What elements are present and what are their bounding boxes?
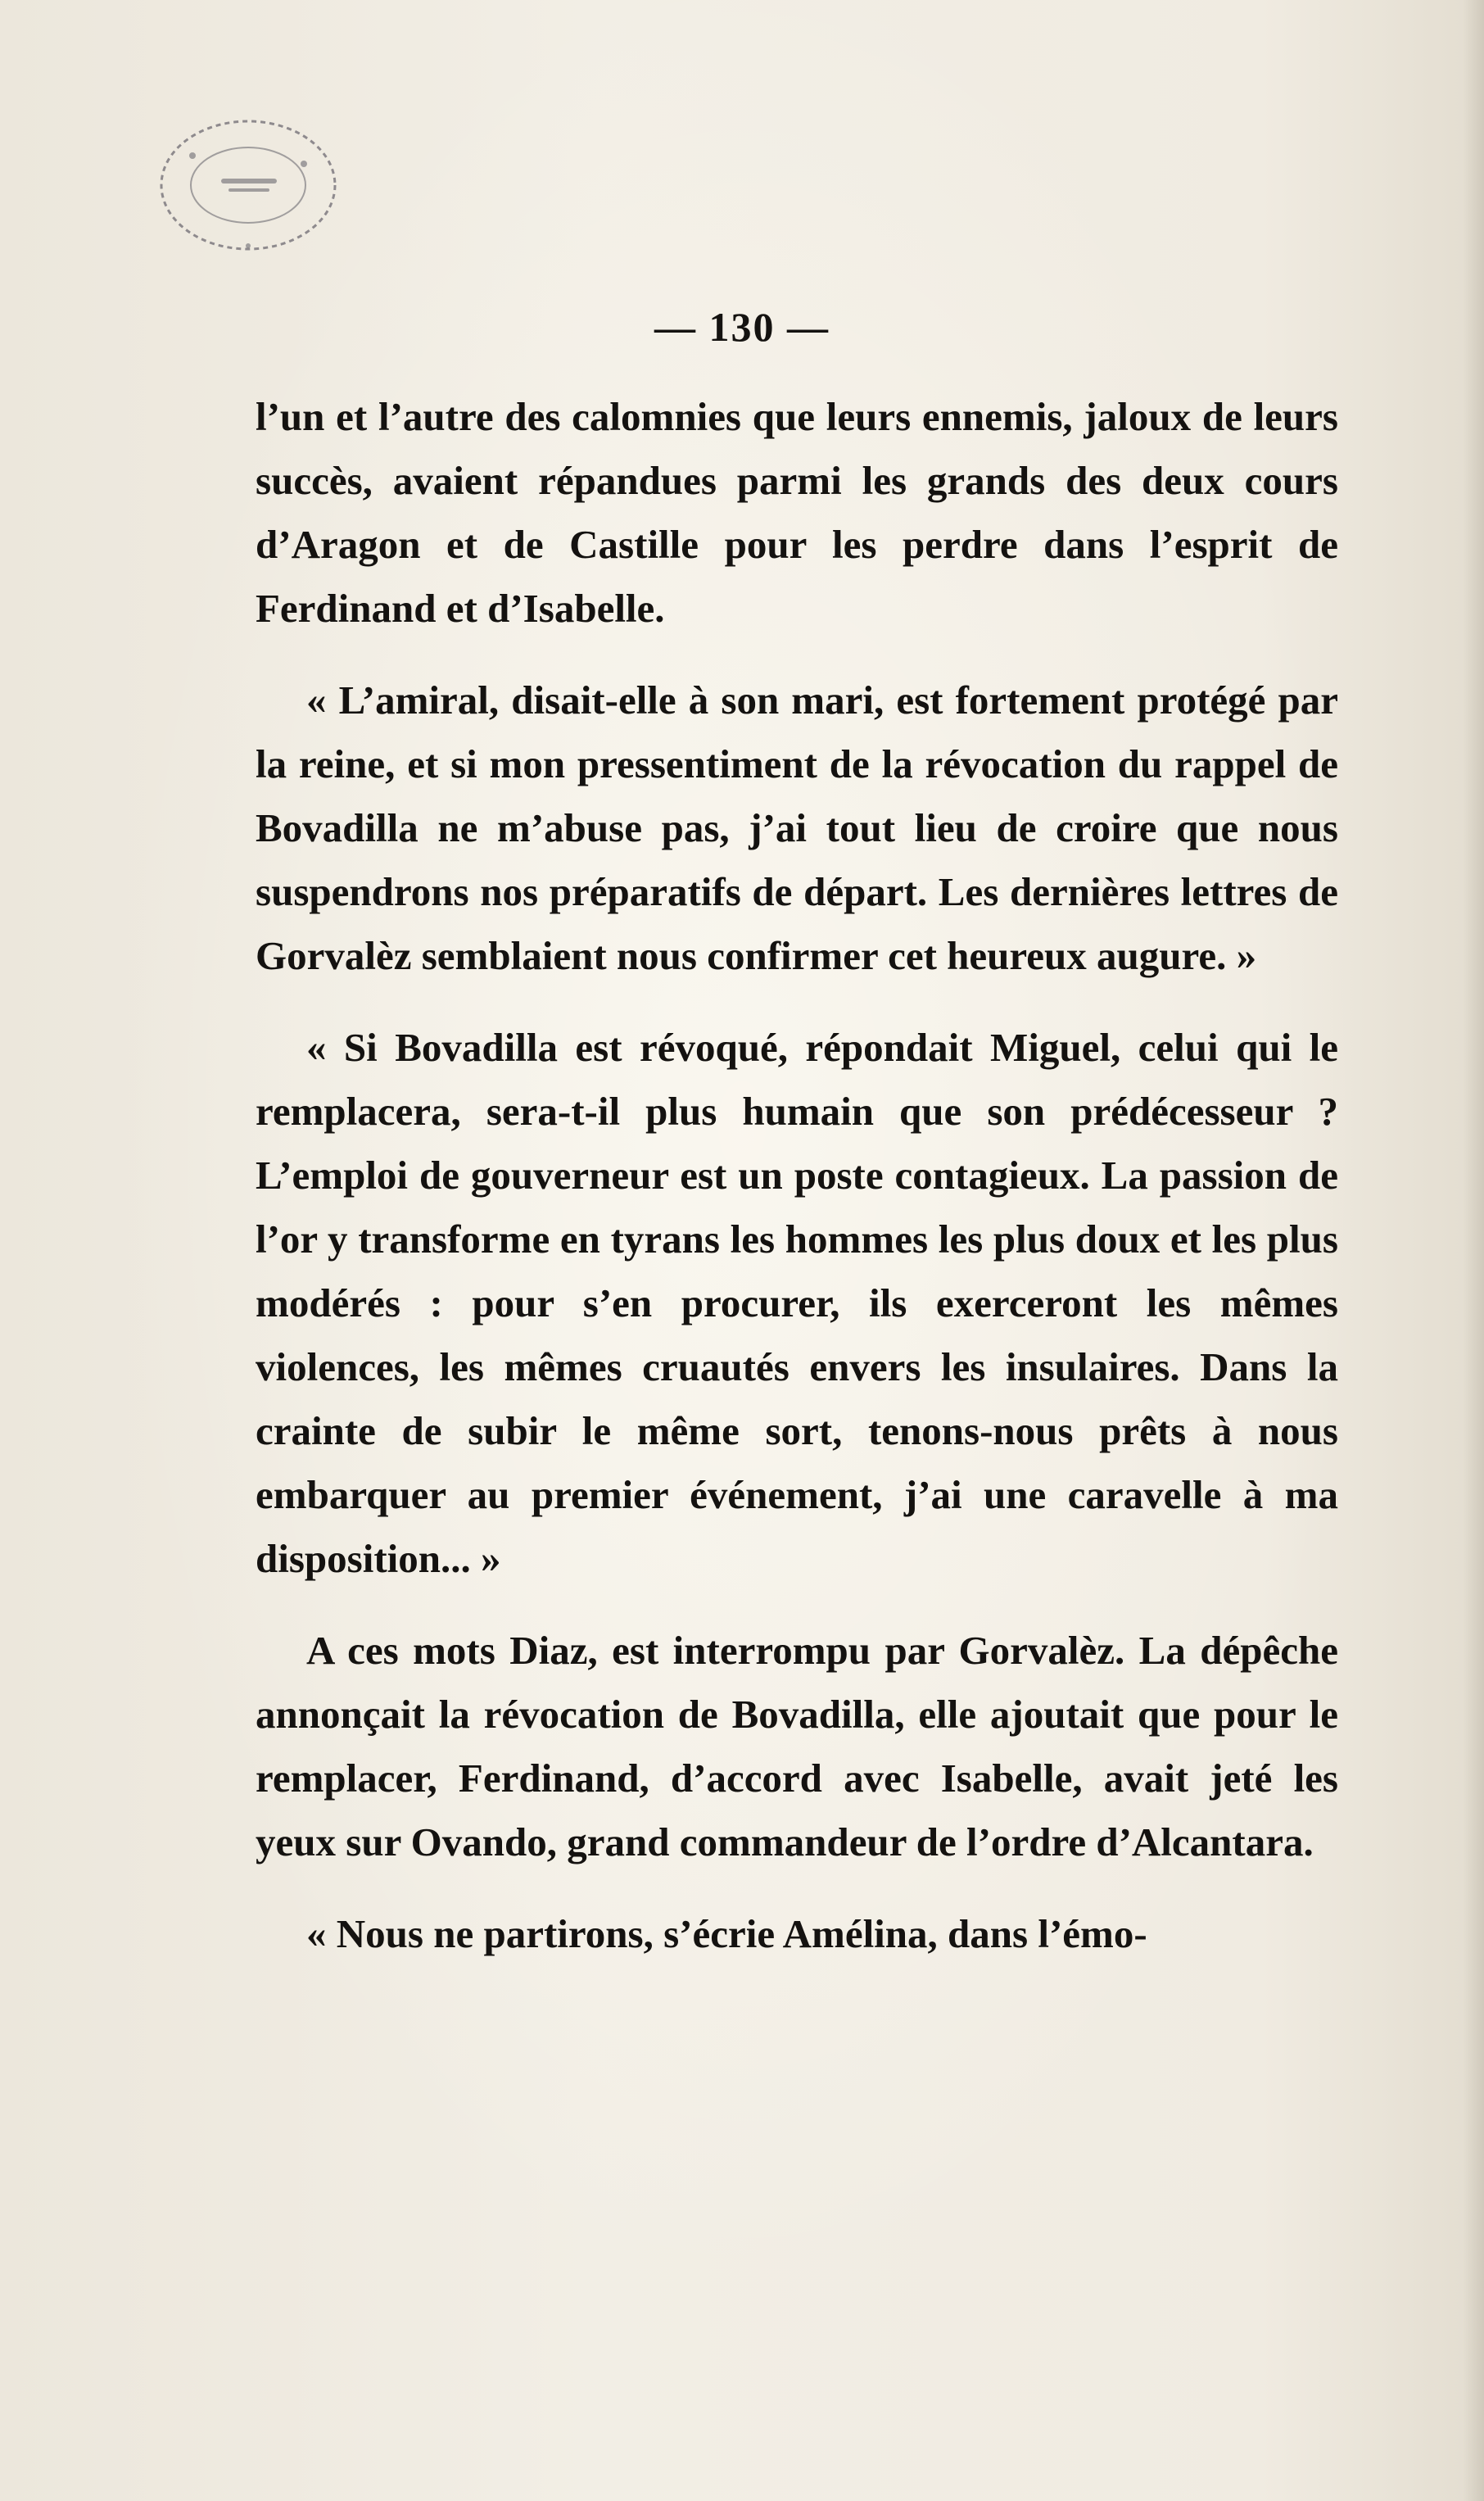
paragraph-1: l’un et l’autre des calomnies que leurs ennemis, jaloux de leurs succès, avaient répandues parmi les grands des deux cours d’Aragon et de Castille pour les perdre dans l’esprit de Ferdinand et d’Isabelle. [256, 394, 1338, 631]
body-text [256, 385, 1338, 1994]
paragraph-4: A ces mots Diaz, est interrompu par Gorvalèz. La dépêche annonçait la révocation de Bovadilla, elle ajoutait que pour le remplacer, Ferdinand, d’accord avec Isabelle, avait jeté les yeux sur Ovando, grand commandeur de l’ordre d’Alcantara. [256, 1628, 1338, 1864]
paragraph-2: « L’amiral, disait-elle à son mari, est fortement protégé par la reine, et si mon pressentiment de la révocation du rappel de Bovadilla ne m’abuse pas, j’ai tout lieu de croire que nous suspendrons nos préparatifs de départ. Les dernières lettres de Gorvalèz semblaient nous confirmer cet heureux augure. » [256, 677, 1338, 978]
page-number-header: — 130 — [654, 304, 830, 350]
library-stamp [143, 106, 348, 262]
paragraph-5: « Nous ne partirons, s’écrie Amélina, dans l’émo- [306, 1911, 1147, 1956]
page-gutter-shadow [1463, 0, 1484, 2501]
paragraph-3: « Si Bovadilla est révoqué, répondait Miguel, celui qui le remplacera, sera-t-il plus humain que son prédécesseur ? L’emploi de gouverneur est un poste contagieux. La passion de l’or y transforme en tyrans les hommes les plus doux et les plus modérés : pour s’en procurer, ils exerceront les mêmes violences, les mêmes cruautés envers les insulaires. Dans la crainte de subir le même sort, tenons-nous prêts à nous embarquer au premier événement, j’ai une caravelle à ma disposition... » [256, 1025, 1338, 1581]
